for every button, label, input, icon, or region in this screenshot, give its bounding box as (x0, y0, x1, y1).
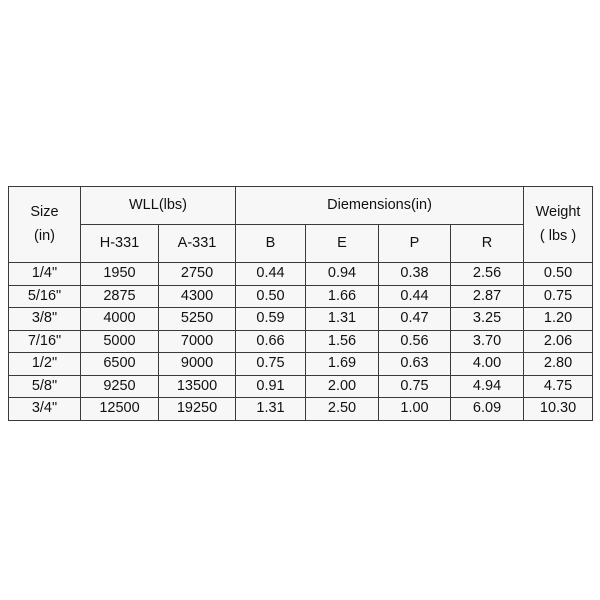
header-cell-p: P (379, 225, 451, 263)
header-cell-size (9, 187, 81, 263)
cell-h331: 4000 (81, 308, 159, 331)
cell-p: 0.47 (379, 308, 451, 331)
table-header (9, 187, 593, 263)
cell-a331: 7000 (159, 330, 236, 353)
cell-p: 0.63 (379, 353, 451, 376)
cell-a331: 19250 (159, 398, 236, 421)
header-weight-unit: ( lbs ) (539, 228, 577, 244)
cell-e: 1.56 (306, 330, 379, 353)
cell-h331: 12500 (81, 398, 159, 421)
cell-weight: 2.06 (524, 330, 593, 353)
cell-b: 0.91 (236, 375, 306, 398)
cell-h331: 1950 (81, 263, 159, 286)
cell-r: 4.94 (451, 375, 524, 398)
table-row (9, 263, 593, 286)
cell-e: 2.00 (306, 375, 379, 398)
table-row (9, 353, 593, 376)
cell-h331: 6500 (81, 353, 159, 376)
cell-r: 3.25 (451, 308, 524, 331)
table-row (9, 330, 593, 353)
cell-b: 0.66 (236, 330, 306, 353)
header-cell-a331: A-331 (159, 225, 236, 263)
cell-a331: 9000 (159, 353, 236, 376)
cell-weight: 0.50 (524, 263, 593, 286)
cell-p: 0.75 (379, 375, 451, 398)
cell-weight: 1.20 (524, 308, 593, 331)
table-body (9, 263, 593, 421)
cell-p: 0.38 (379, 263, 451, 286)
cell-e: 2.50 (306, 398, 379, 421)
header-cell-r: R (451, 225, 524, 263)
cell-b: 0.59 (236, 308, 306, 331)
table-row (9, 285, 593, 308)
cell-size: 1/2" (9, 353, 81, 376)
cell-b: 1.31 (236, 398, 306, 421)
cell-b: 0.75 (236, 353, 306, 376)
cell-b: 0.50 (236, 285, 306, 308)
table-row (9, 308, 593, 331)
cell-r: 4.00 (451, 353, 524, 376)
cell-weight: 4.75 (524, 375, 593, 398)
cell-h331: 2875 (81, 285, 159, 308)
header-cell-weight (524, 187, 593, 263)
cell-r: 6.09 (451, 398, 524, 421)
cell-e: 1.66 (306, 285, 379, 308)
table-row (9, 375, 593, 398)
cell-r: 3.70 (451, 330, 524, 353)
header-cell-b: B (236, 225, 306, 263)
table-header-row-primary (9, 187, 593, 225)
table-row (9, 398, 593, 421)
cell-size: 5/8" (9, 375, 81, 398)
cell-b: 0.44 (236, 263, 306, 286)
cell-r: 2.87 (451, 285, 524, 308)
cell-h331: 5000 (81, 330, 159, 353)
cell-size: 1/4" (9, 263, 81, 286)
table-header-row-secondary (9, 225, 593, 263)
cell-p: 0.44 (379, 285, 451, 308)
cell-a331: 5250 (159, 308, 236, 331)
cell-a331: 4300 (159, 285, 236, 308)
header-cell-dimensions: Diemensions(in) (236, 187, 524, 225)
cell-e: 0.94 (306, 263, 379, 286)
specification-table (8, 186, 593, 421)
cell-r: 2.56 (451, 263, 524, 286)
header-cell-h331: H-331 (81, 225, 159, 263)
cell-weight: 10.30 (524, 398, 593, 421)
header-size-label: Size (30, 204, 59, 221)
cell-e: 1.31 (306, 308, 379, 331)
cell-size: 5/16" (9, 285, 81, 308)
specification-table-container (8, 186, 592, 421)
header-cell-wll: WLL(lbs) (81, 187, 236, 225)
cell-size: 7/16" (9, 330, 81, 353)
cell-a331: 2750 (159, 263, 236, 286)
cell-a331: 13500 (159, 375, 236, 398)
cell-p: 0.56 (379, 330, 451, 353)
cell-e: 1.69 (306, 353, 379, 376)
cell-p: 1.00 (379, 398, 451, 421)
header-weight-label: Weight (535, 204, 581, 221)
cell-size: 3/8" (9, 308, 81, 331)
header-cell-e: E (306, 225, 379, 263)
cell-h331: 9250 (81, 375, 159, 398)
cell-weight: 0.75 (524, 285, 593, 308)
cell-weight: 2.80 (524, 353, 593, 376)
cell-size: 3/4" (9, 398, 81, 421)
header-size-unit: (in) (34, 228, 55, 244)
